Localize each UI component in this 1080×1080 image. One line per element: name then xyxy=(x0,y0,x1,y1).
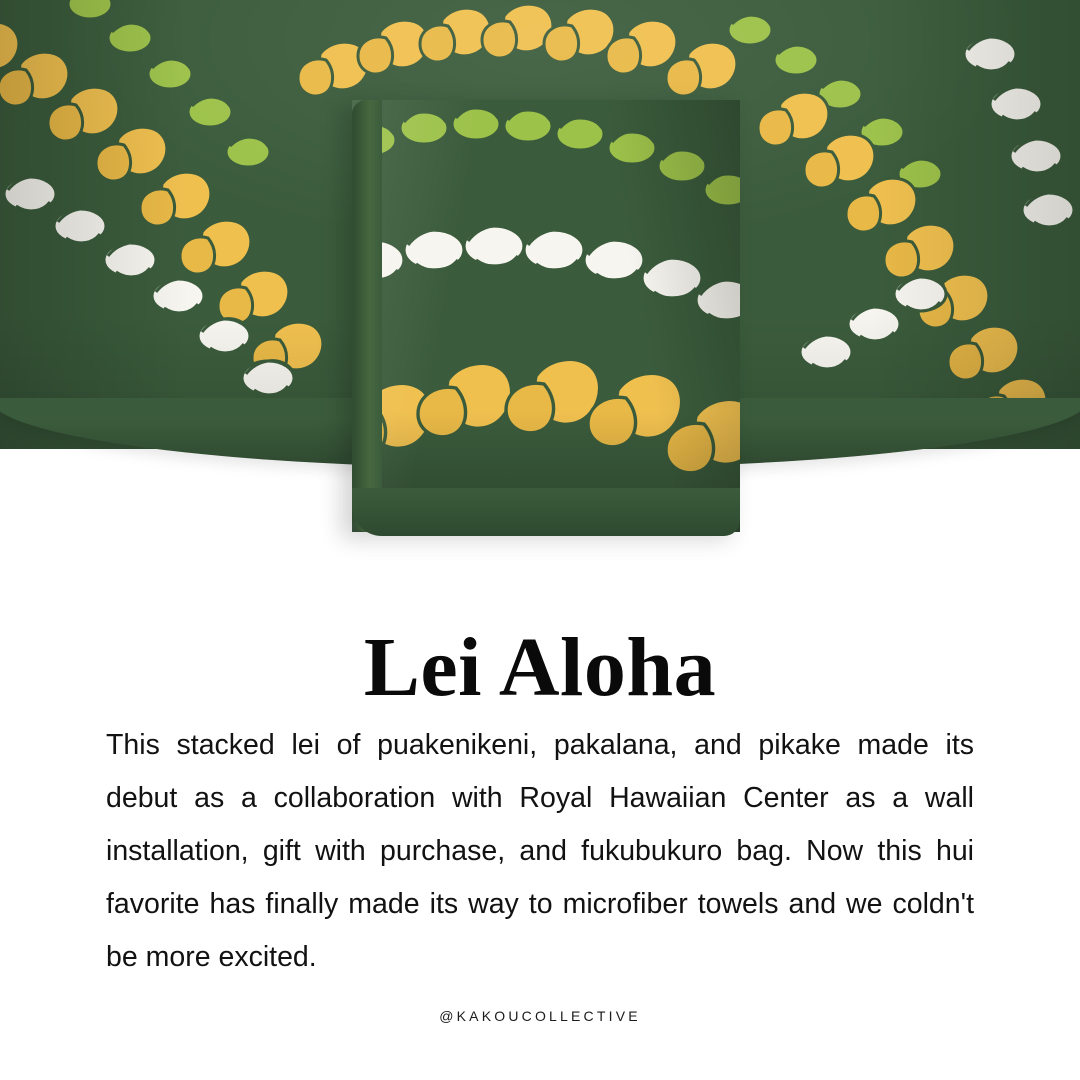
towel-folded xyxy=(352,100,740,532)
lei-pattern-folded xyxy=(352,100,740,532)
page-title: Lei Aloha xyxy=(363,621,717,715)
towel-fold-bottom xyxy=(352,488,740,536)
brand-handle: @KAKOUCOLLECTIVE xyxy=(439,1008,641,1024)
towel-fold-edge xyxy=(352,100,382,532)
product-description: This stacked lei of puakenikeni, pakalana, and pikake made its debut as a collaboration with Royal Hawaiian Center as a wall installation, gift with purchase, and fukubukuro bag. Now this hui favorite has finally made its way to microfiber towels and we coldn't be more excited. xyxy=(106,728,974,973)
